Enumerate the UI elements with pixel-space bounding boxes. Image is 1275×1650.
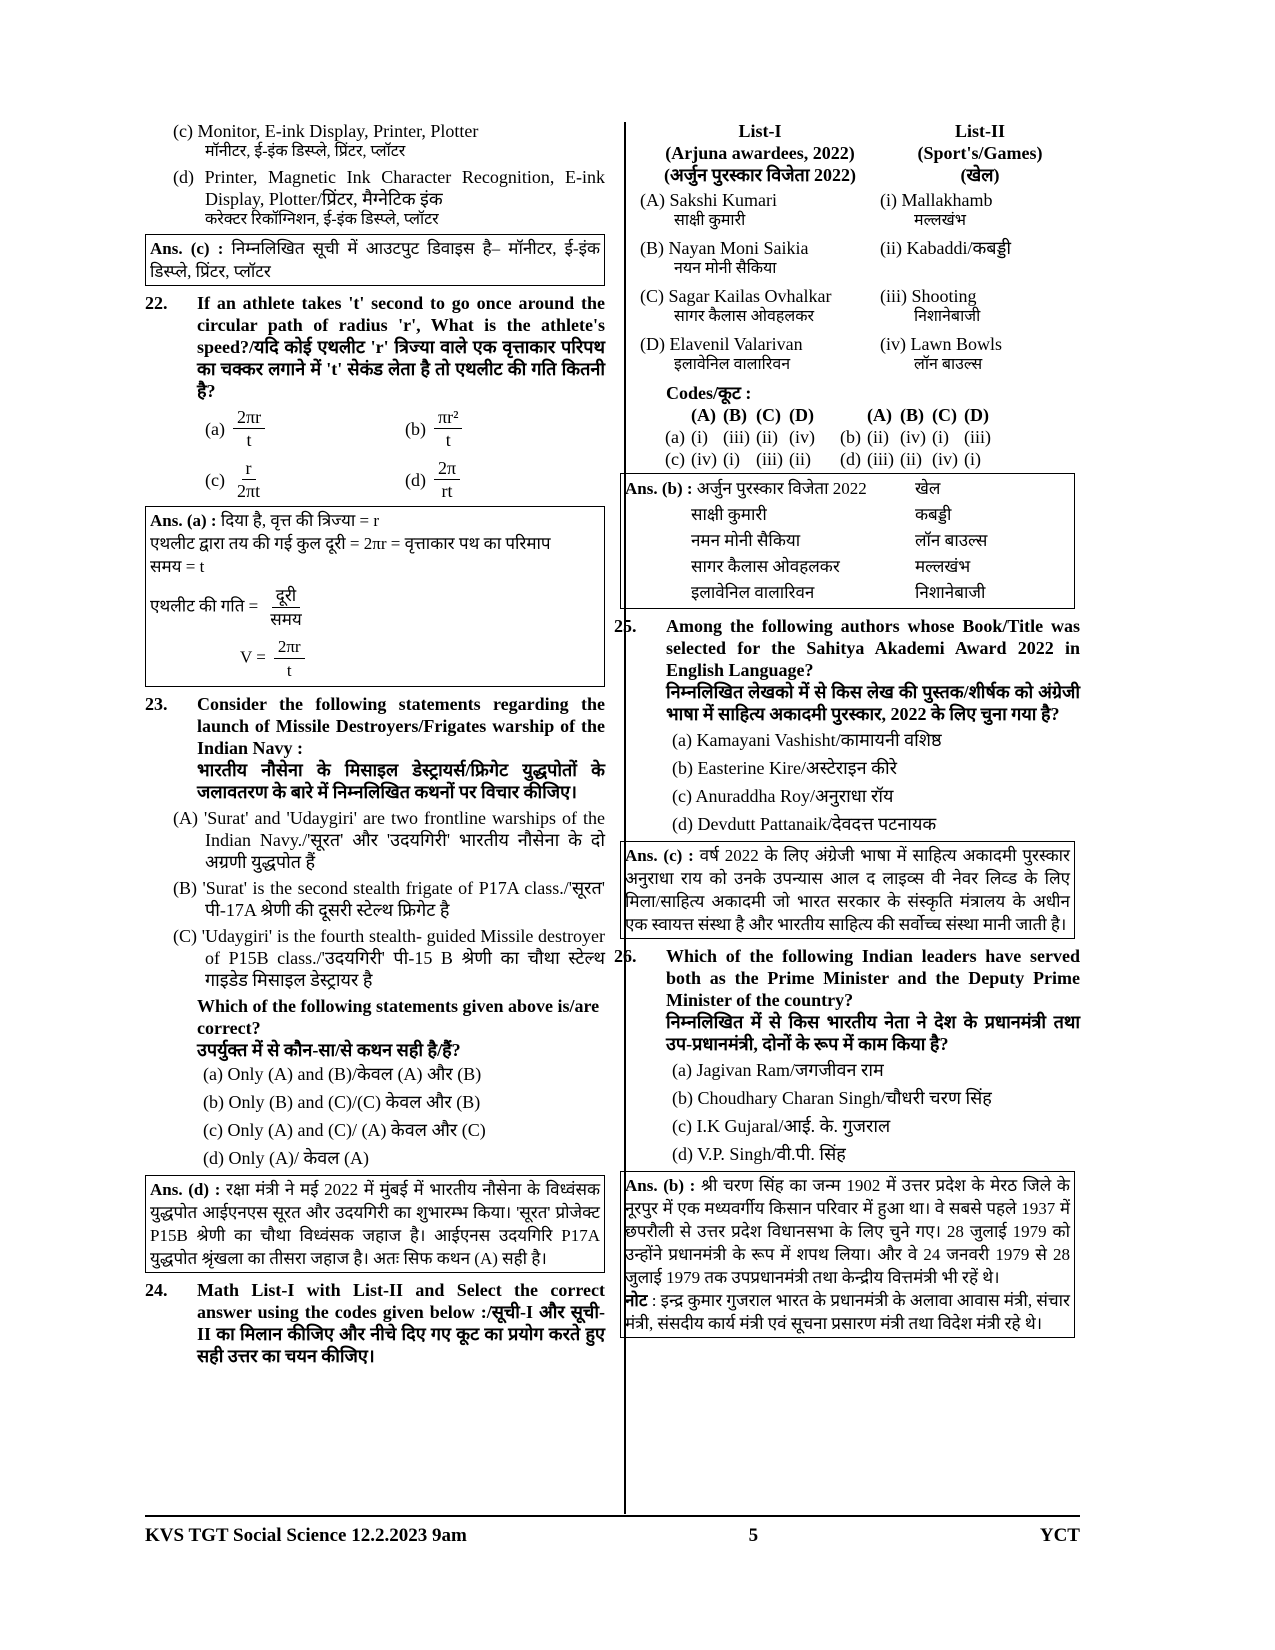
item-text-hi: साक्षी कुमारी [674,212,746,229]
question-text-hi: भारतीय नौसेना के मिसाइल डेस्ट्रायर्स/फ्रिगेट युद्धपोतों के जलावतरण के बारे में निम्नलिखित कथनों पर विचार कीजिए। [197,760,605,802]
answer-cell: नमन मोनी सैकिया [691,531,801,550]
question-text [197,693,605,803]
numerator: 2πr [233,406,265,429]
code-cell: (d) [839,449,861,469]
answer-grid [625,476,1070,606]
code-cell: (iv) [788,427,815,447]
option: (b) Choudhary Charan Singh/चौधरी चरण सिंह [672,1088,992,1108]
code-cell: (iv) [899,427,926,447]
code-cell: (ii) [866,427,889,447]
right-column [614,120,1080,1344]
q21-option-d [145,166,605,230]
note-text: : इन्द्र कुमार गुजराल भारत के प्रधानमंत्री के अलावा आवास मंत्री, संचार मंत्री, संसदीय कार्य मंत्री एवं सूचना प्रसारण मंत्री तथा विदेश मंत्री रहे थे। [625,1291,1070,1333]
option-label: (a) [205,418,225,439]
code-cell: (iv) [690,449,717,469]
item-text-hi: सागर कैलास ओवहलकर [674,308,815,325]
option: (b) Only (B) and (C)/(C) केवल और (B) [203,1092,481,1112]
option-text-hi: करेक्टर रिकॉग्निशन, ई-इंक डिस्प्ले, प्लॉटर [205,211,439,228]
question-number: 26. [614,946,637,966]
list2-header [880,120,1080,186]
code-cell: (iii) [963,427,991,447]
fraction [434,406,462,451]
q25-options [640,729,1080,835]
codes-row [662,448,994,470]
question-number: 25. [614,616,637,636]
option: (c) Only (A) and (C)/ (A) केवल और (C) [203,1120,486,1140]
code-head: (C) [755,405,781,425]
item-label: (B) [640,238,664,258]
list1-subtitle: (Arjuna awardees, 2022) [665,143,855,163]
answer-cell: कबड्डी [915,505,952,524]
question-text [666,615,1080,725]
item-text: Elavenil Valarivan [669,334,803,354]
item-label: (C) [640,286,664,306]
answer-col-head: अर्जुन पुरस्कार विजेता 2022 [696,479,867,498]
list2-item [880,189,1080,231]
question-text-en: Which of the following Indian leaders have served both as the Prime Minister and the Deputy Prime Minister of the country? [666,946,1080,1010]
denominator: t [246,430,252,450]
code-cell: (c) [665,449,685,469]
statement-label: (C) [173,926,197,946]
q22-options [145,406,605,502]
answer-line: दिया है, वृत्त की त्रिज्या = r [220,511,379,530]
code-cell: (i) [931,427,949,447]
question-text-en: Among the following authors whose Book/Title was selected for the Sahitya Akademi Award 2022 in English Language? [666,616,1080,680]
numerator: 2π [434,457,460,480]
numerator: r [242,457,256,480]
note-label: नोट [625,1291,648,1310]
q22-option-d [405,457,605,502]
code-cell: (a) [665,427,685,447]
q23-statements [145,807,605,991]
item-text: (i) Mallakhamb [880,190,993,210]
page-number: 5 [748,1525,759,1546]
code-cell: (ii) [755,427,778,447]
answer-cell: निशानेबाजी [915,583,986,602]
item-text: Sagar Kailas Ovhalkar [668,286,832,306]
answer-text: निम्नलिखित सूची में आउटपुट डिवाइस है– मॉनीटर, ई-इंक डिस्प्ले, प्रिंटर, प्लॉटर [150,239,601,281]
q23-ask [145,995,605,1061]
code-cell: (ii) [788,449,811,469]
item-text: Sakshi Kumari [669,190,777,210]
footer-exam-title: KVS TGT Social Science 12.2.2023 9am [145,1525,467,1546]
answer-label: Ans. (c) : [150,239,224,258]
statement [145,807,605,873]
answer-text: श्री चरण सिंह का जन्म 1902 में उत्तर प्रदेश के मेरठ जिले के नूरपुर में एक मध्यवर्गीय किसान परिवार में हुआ था। वे सबसे पहले 1937 में छपरौली से उत्तर प्रदेश विधानसभा के लिए चुने गए। 28 जुलाई 1979 को उन्होंने प्रधानमंत्री के रूप में शपथ लिया। और वे 24 जनवरी 1979 से 28 जुलाई 1979 तक उपप्रधानमंत्री तथा केन्द्रीय वित्तमंत्री भी रहें थे। [625,1176,1070,1287]
q21-answer-box [145,234,605,286]
question-25 [614,615,1080,725]
q22-answer-box [145,506,605,687]
option-label: (d) [173,167,194,187]
option: (d) V.P. Singh/वी.पी. सिंह [672,1144,846,1164]
answer-cell: इलावेनिल वालारिवन [691,583,815,602]
denominator: t [445,430,451,450]
option: (a) Kamayani Vashisht/कामायनी वशिष्ठ [672,730,942,750]
list2-item [880,285,1080,327]
q25-answer-box [620,841,1075,939]
statement-text: 'Surat' is the second stealth frigate of P17A class./'सूरत' पी-17A श्रेणी की दूसरी स्टेल्थ फ्रिगेट है [202,878,606,920]
option-text: Printer, Magnetic Ink Character Recognition, E-ink Display, Plotter/प्रिंटर, मैग्नेटिक इंक [204,167,605,209]
item-text-hi: इलावेनिल वालारिवन [674,356,791,373]
numerator: 2πr [274,635,305,659]
answer-label: Ans. (b) : [625,1176,696,1195]
code-cell: (iii) [866,449,894,469]
statement-label: (A) [173,808,198,828]
q22-option-c [205,457,405,502]
code-head: (B) [722,405,747,425]
list1-item [640,333,880,375]
answer-formula [150,635,600,682]
answer-cell: साक्षी कुमारी [691,505,767,524]
item-text: (iv) Lawn Bowls [880,334,1002,354]
formula-prefix: V = [240,647,266,667]
list2-item [880,237,1080,279]
left-column [145,120,605,1371]
question-text-hi: निम्नलिखित लेखको में से किस लेख की पुस्तक/शीर्षक को अंग्रेजी भाषा में साहित्य अकादमी पुरस्कार, 2022 के लिए चुना गया है? [666,682,1080,724]
code-head: (A) [866,405,892,425]
list1-header [640,120,880,186]
item-text: Nayan Moni Saikia [668,238,809,258]
fraction [434,457,460,502]
code-cell: (i) [722,449,740,469]
question-number: 23. [145,694,168,714]
list1-subtitle-hi: (अर्जुन पुरस्कार विजेता 2022) [664,165,856,185]
list2-subtitle-hi: (खेल) [960,165,1000,185]
code-head: (A) [690,405,716,425]
question-text [666,945,1080,1055]
answer-cell: सागर कैलास ओवहलकर [691,557,840,576]
code-cell: (i) [963,449,981,469]
code-head: (D) [788,405,814,425]
option-text: Monitor, E-ink Display, Printer, Plotter [197,121,479,141]
code-cell: (ii) [899,449,922,469]
item-text-hi: निशानेबाजी [914,308,981,325]
question-text-hi: निम्नलिखित में से किस भारतीय नेता ने देश के प्रधानमंत्री तथा उप-प्रधानमंत्री, दोनों के रूप में काम किया है? [666,1012,1080,1054]
statement-text: 'Udaygiri' is the fourth stealth- guided Missile destroyer of P15B class./'उदयगिरी' पी-15 B श्रेणी का चौथा स्टेल्थ गाइडेड मिसाइल डेस्ट्रायर है [201,926,606,990]
denominator: समय [270,610,302,629]
option: (d) Only (A)/ केवल (A) [203,1148,369,1168]
statement-text: 'Surat' and 'Udaygiri' are two frontline warships of the Indian Navy./'सूरत' और 'उदयगिरी' भारतीय नौसेना के दो अग्रणी युद्धपोत हैं [204,808,605,872]
list1-item [640,189,880,231]
answer-text: रक्षा मंत्री ने मई 2022 में मुंबई में भारतीय नौसेना के विध्वंसक युद्धपोत आईएनएस सूरत और उदयगिरी का शुभारम्भ किया। 'सूरत' प्रोजेक्ट P15B श्रेणी का चौथा विध्वंसक जहाज है। आईएनस उदयगिरि P17A युद्धपोत श्रृंखला का तीसरा जहाज है। अतः सिफ कथन (A) सही है। [150,1180,601,1268]
code-cell: (iii) [755,449,783,469]
question-24 [145,1279,605,1367]
denominator: rt [441,481,453,501]
option-text-hi: मॉनीटर, ई-इंक डिस्प्ले, प्रिंटर, प्लॉटर [205,143,406,160]
q24-answer-box [620,473,1075,609]
option-label: (c) [205,469,225,490]
code-head: (D) [963,405,989,425]
code-cell: (b) [839,427,861,447]
codes-label: Codes/कूट : [666,383,752,403]
match-lists [640,120,1080,378]
fraction [266,584,306,631]
code-cell: (iv) [931,449,958,469]
item-text: (iii) Shooting [880,286,977,306]
numerator: दूरी [272,584,300,608]
question-23 [145,693,605,803]
denominator: t [286,661,292,680]
list1-title: List-I [738,121,782,141]
option-label: (d) [405,469,426,490]
item-text-hi: नयन मोनी सैकिया [674,260,777,277]
question-number: 24. [145,1280,168,1300]
q23-answer-box [145,1175,605,1273]
option: (c) I.K Gujaral/आई. के. गुजराल [672,1116,891,1136]
ask-hi: उपर्युक्त में से कौन-सा/से कथन सही है/हैं? [197,1040,461,1060]
numerator: πr² [434,406,462,429]
item-text-hi: मल्लखंभ [914,212,966,229]
question-text-en: Consider the following statements regarding the launch of Missile Destroyers/Frigates warship of the Indian Navy : [197,694,605,758]
answer-text: वर्ष 2022 के लिए अंग्रेजी भाषा में साहित्य अकादमी पुरस्कार अनुराधा राय को उनके उपन्यास आल द लाइव्स वी नेवर लिव्ड के लिए मिला/साहित्य अकादमी जो भारत सरकार के संस्कृति मंत्रालय के अधीन एक स्वायत्त संस्था है और भारतीय साहित्य की सर्वोच्च संस्था मानी जाती है। [625,846,1070,934]
answer-label: Ans. (c) : [625,846,694,865]
item-text-hi: लॉन बाउल्स [914,356,983,373]
fraction [233,406,265,451]
formula-prefix: एथलीट की गति = [150,596,259,616]
option-label: (c) [173,121,193,141]
code-cell: (i) [690,427,708,447]
item-label: (A) [640,190,665,210]
codes-row [662,426,994,448]
answer-col-head: खेल [915,479,941,498]
denominator: 2πt [236,481,261,501]
code-head: (C) [931,405,957,425]
statement [145,925,605,991]
answer-line: समय = t [150,557,205,576]
page-footer [145,1515,1080,1547]
statement-label: (B) [173,878,197,898]
option: (a) Jagivan Ram/जगजीवन राम [672,1060,884,1080]
ask-en: Which of the following statements given above is/are correct? [197,996,600,1038]
answer-label: Ans. (b) : [625,479,693,498]
codes-table [662,404,994,470]
answer-cell: लॉन बाउल्स [915,531,988,550]
option: (b) Easterine Kire/अस्टेराइन कीरे [672,758,897,778]
answer-label: Ans. (a) : [150,511,217,530]
question-text: If an athlete takes 't' second to go once around the circular path of radius 'r', What is the athlete's speed?/यदि कोई एथलीट 'r' त्रिज्या वाले एक वृत्ताकार परिपथ का चक्कर लगाने में 't' सेकंड लेता है तो एथलीट की गति कितनी है? [197,293,605,401]
q26-options [640,1059,1080,1165]
item-label: (D) [640,334,665,354]
q23-options [145,1063,605,1169]
option: (a) Only (A) and (B)/केवल (A) और (B) [203,1064,482,1084]
list2-title: List-II [954,121,1005,141]
question-number: 22. [145,293,168,313]
fraction [233,457,264,502]
list2-subtitle: (Sport's/Games) [917,143,1043,163]
answer-cell: मल्लखंभ [915,557,971,576]
q21-option-c [145,120,605,162]
footer-publisher: YCT [1039,1525,1080,1546]
option: (c) Anuraddha Roy/अनुराधा रॉय [672,786,894,806]
option-label: (b) [405,418,426,439]
option: (d) Devdutt Pattanaik/देवदत्त पटनायक [672,814,937,834]
question-text: Math List-I with List-II and Select the correct answer using the codes given below :/सूची-I और सूची-II का मिलान कीजिए और नीचे दिए गए कूट का प्रयोग करते हुए सही उत्तर का चयन कीजिए। [197,1280,605,1366]
q22-option-a [205,406,405,451]
list2-item [880,333,1080,375]
question-26 [614,945,1080,1055]
fraction [274,635,305,682]
answer-line: एथलीट द्वारा तय की गई कुल दूरी = 2πr = वृत्ताकार पथ का परिमाप [150,534,551,553]
statement [145,877,605,921]
answer-formula [150,584,600,631]
answer-label: Ans. (d) : [150,1180,221,1199]
code-cell: (iii) [722,427,750,447]
item-text: (ii) Kabaddi/कबड्डी [880,238,1011,258]
q22-option-b [405,406,605,451]
question-22 [145,292,605,402]
code-head: (B) [899,405,924,425]
list1-item [640,285,880,327]
q26-answer-box [620,1171,1075,1338]
list1-item [640,237,880,279]
